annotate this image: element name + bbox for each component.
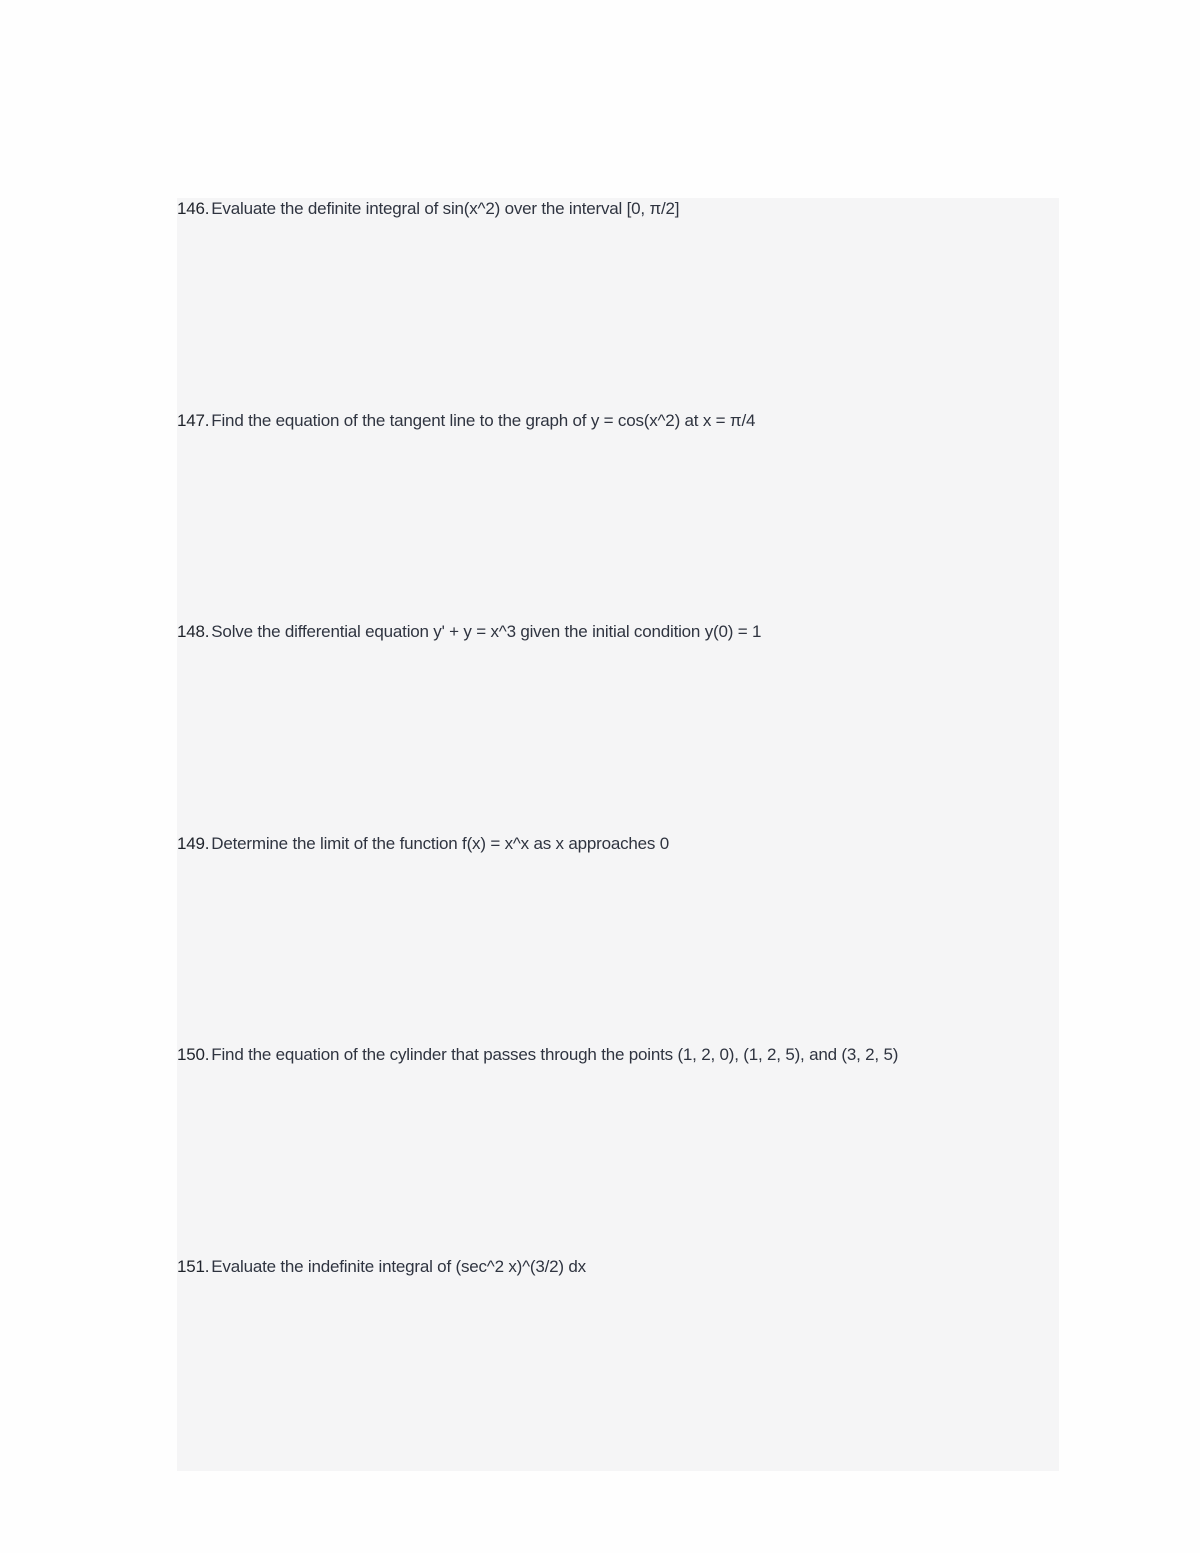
questions-panel (177, 198, 1059, 1471)
question-item (177, 1044, 1047, 1066)
question-number: 149. (177, 834, 210, 853)
question-item (177, 198, 1047, 220)
question-item (177, 1256, 1047, 1278)
question-text: Evaluate the definite integral of sin(x^2) over the interval [0, π/2] (211, 199, 680, 218)
question-text: Solve the differential equation y' + y = x^3 given the initial condition y(0) = 1 (211, 622, 762, 641)
question-text: Find the equation of the cylinder that passes through the points (1, 2, 0), (1, 2, 5), and (3, 2, 5) (211, 1045, 899, 1064)
question-item (177, 621, 1047, 643)
question-item (177, 833, 1047, 855)
question-number: 146. (177, 199, 210, 218)
question-item (177, 410, 1047, 432)
question-text: Find the equation of the tangent line to the graph of y = cos(x^2) at x = π/4 (211, 411, 756, 430)
question-text: Determine the limit of the function f(x) = x^x as x approaches 0 (211, 834, 669, 853)
question-number: 151. (177, 1257, 210, 1276)
question-number: 150. (177, 1045, 210, 1064)
question-number: 147. (177, 411, 210, 430)
question-number: 148. (177, 622, 210, 641)
question-text: Evaluate the indefinite integral of (sec^2 x)^(3/2) dx (211, 1257, 586, 1276)
